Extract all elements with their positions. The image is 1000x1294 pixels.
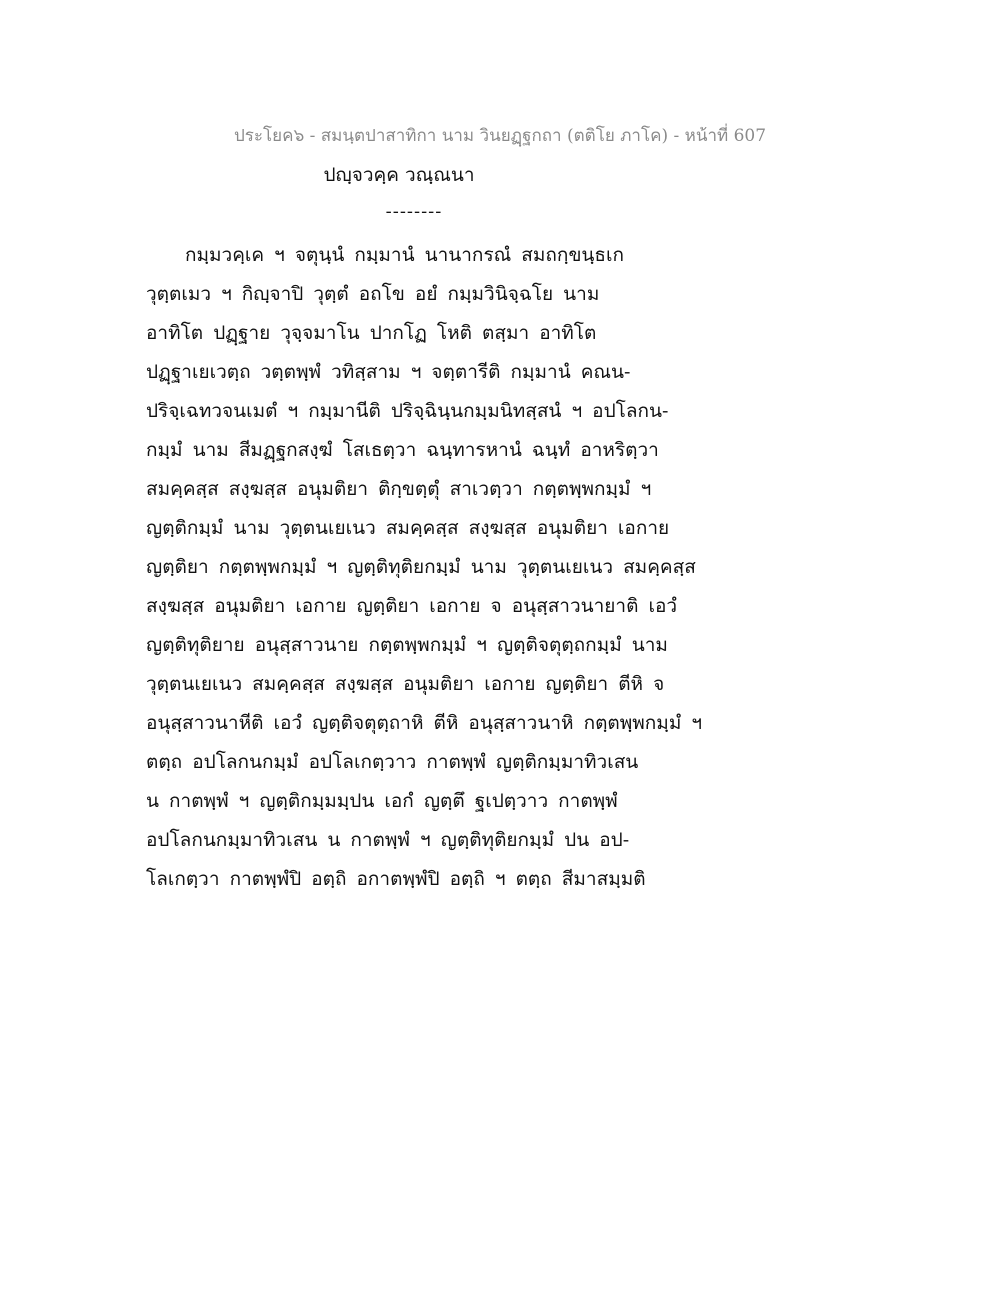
section-divider: -------- <box>385 201 443 222</box>
body-line: กมฺมํ นาม สีมฏฺฐกสงฺฆํ โสเธตฺวา ฉนฺทารหานํ ฉนฺทํ อาหริตฺวา <box>146 439 659 461</box>
body-line: อนุสฺสาวนาหีติ เอวํ ญตฺติจตุตฺถาหิ ตีหิ อนุสฺสาวนาหิ กตฺตพฺพกมฺมํ ฯ <box>146 712 703 734</box>
body-line: อาทิโต ปฏฺฐาย วุจฺจมาโน ปากโฏ โหติ ตสฺมา อาทิโต <box>146 322 597 344</box>
body-line: ญตฺติกมฺมํ นาม วุตฺตนเยเนว สมคฺคสฺส สงฺฆสฺส อนุมติยา เอกาย <box>146 517 670 539</box>
body-line: ปฏฺฐาเยเวตฺถ วตฺตพฺพํ วทิสฺสาม ฯ จตฺตารีติ กมฺมานํ คณน- <box>146 361 631 383</box>
body-line: ปริจฺเฉทวจนเมตํ ฯ กมฺมานีติ ปริจฺฉินฺนกมฺมนิทสฺสนํ ฯ อปโลกน- <box>146 400 669 422</box>
body-line: กมฺมวคฺเค ฯ จตุนฺนํ กมฺมานํ นานากรณํ สมถกฺขนฺธเก <box>185 244 625 266</box>
body-line: ตตฺถ อปโลกนกมฺมํ อปโลเกตฺวาว กาตพฺพํ ญตฺติกมฺมาทิวเสน <box>146 751 639 773</box>
body-line: วุตฺตเมว ฯ กิญฺจาปิ วุตฺตํ อถโข อยํ กมฺมวินิจฺฉโย นาม <box>146 283 600 305</box>
body-line: สงฺฆสฺส อนุมติยา เอกาย ญตฺติยา เอกาย จ อนุสฺสาวนายาติ เอวํ <box>146 595 678 617</box>
body-line: น กาตพฺพํ ฯ ญตฺติกมฺมมฺปน เอกํ ญตฺตึ ฐเปตฺวาว กาตพฺพํ <box>146 790 618 812</box>
body-text <box>146 236 706 899</box>
page-header: ประโยค๖ - สมนฺตปาสาทิกา นาม วินยฏฺฐกถา (ตติโย ภาโค) - หน้าที่ 607 <box>233 126 767 146</box>
body-line: วุตฺตนเยเนว สมคฺคสฺส สงฺฆสฺส อนุมติยา เอกาย ญตฺติยา ตีหิ จ <box>146 673 665 695</box>
body-line: ญตฺติทุติยาย อนุสฺสาวนาย กตฺตพฺพกมฺมํ ฯ ญตฺติจตุตฺถกมฺมํ นาม <box>146 634 668 656</box>
body-line: สมคฺคสฺส สงฺฆสฺส อนุมติยา ติกฺขตฺตุํ สาเวตฺวา กตฺตพฺพกมฺมํ ฯ <box>146 478 652 500</box>
body-line: อปโลกนกมฺมาทิวเสน น กาตพฺพํ ฯ ญตฺติทุติยกมฺมํ ปน อป- <box>146 829 630 851</box>
body-line: ญตฺติยา กตฺตพฺพกมฺมํ ฯ ญตฺติทุติยกมฺมํ นาม วุตฺตนเยเนว สมคฺคสฺส <box>146 556 696 578</box>
section-title: ปญฺจวคฺค วณฺณนา <box>323 164 475 186</box>
body-line: โลเกตฺวา กาตพฺพํปิ อตฺถิ อกาตพฺพํปิ อตฺถิ ฯ ตตฺถ สีมาสมฺมติ <box>146 868 646 890</box>
